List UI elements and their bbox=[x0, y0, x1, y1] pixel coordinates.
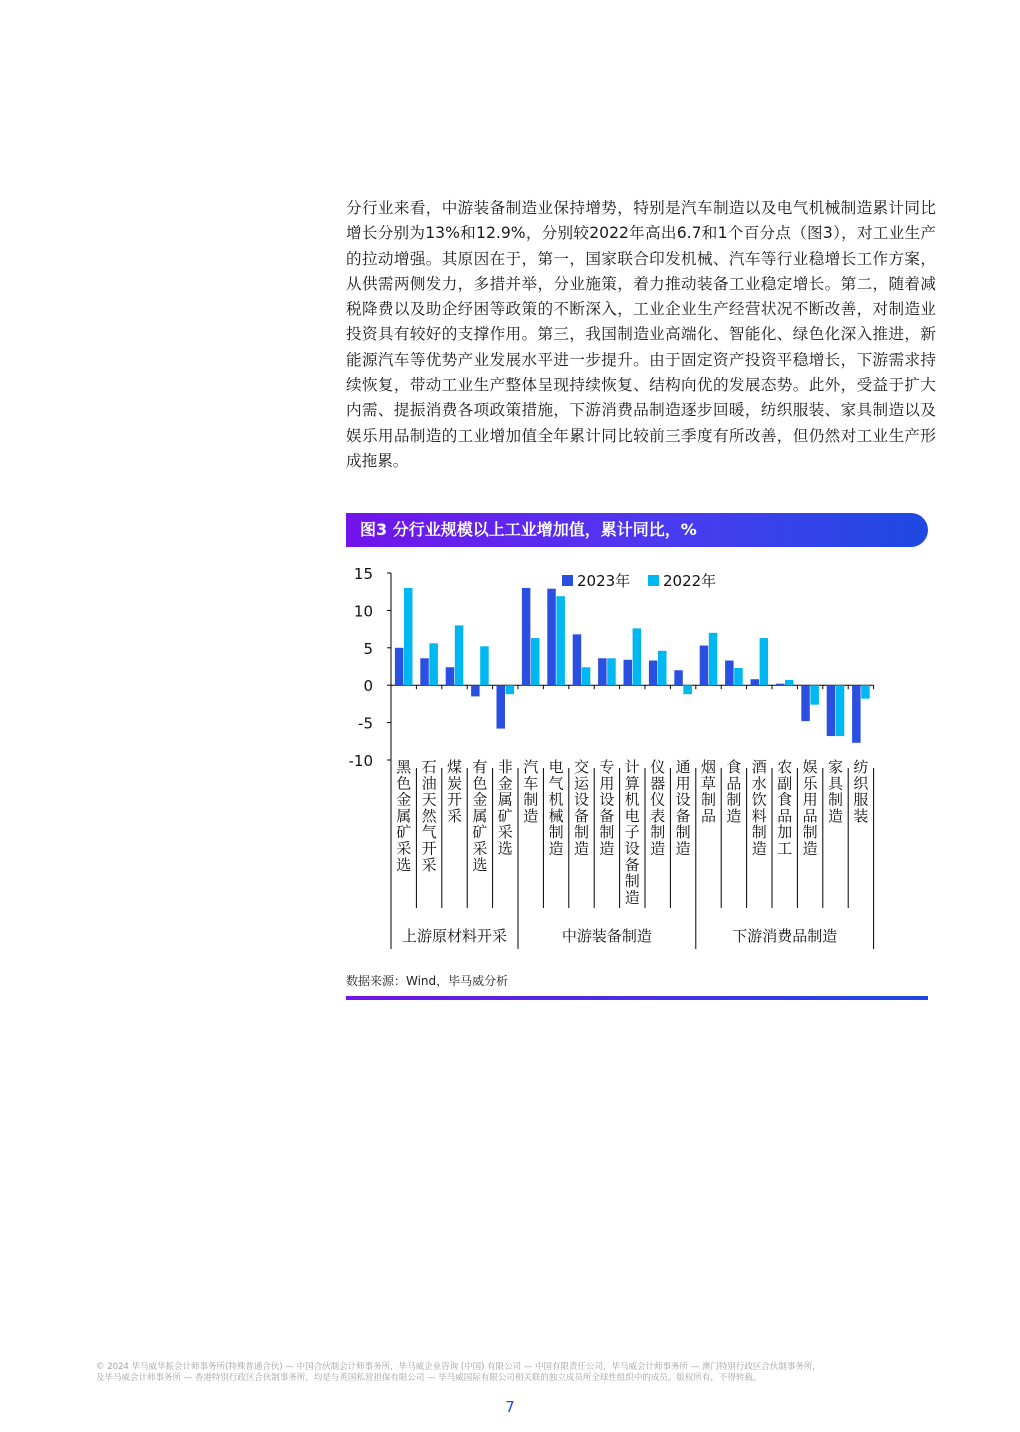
legend-label: 2023年 bbox=[577, 572, 631, 590]
bar bbox=[420, 658, 429, 685]
bar bbox=[861, 685, 870, 698]
figure-divider bbox=[346, 996, 928, 1000]
bar bbox=[836, 685, 845, 736]
page-number: 7 bbox=[505, 1398, 515, 1416]
body-paragraph: 分行业来看，中游装备制造业保持增势，特别是汽车制造以及电气机械制造累计同比增长分别为13%和12.9%，分别较2022年高出6.7和1个百分点（图3），对工业生产的拉动增强。其原因在于，第一，国家联合印发机械、汽车等行业稳增长工作方案，从供需两侧发力，多措并举，分业施策，着力推动装备工业稳定增长。第二，随着减税降费以及助企纾困等政策的不断深入，工业企业生产经营状况不断改善，对制造业投资具有较好的支撑作用。第三，我国制造业高端化、智能化、绿色化深入推进，新能源汽车等优势产业发展水平进一步提升。由于固定资产投资平稳增长，下游需求持续恢复，带动工业生产整体呈现持续恢复、结构向优的发展态势。此外，受益于扩大内需、提振消费各项政策措施，下游消费品制造逐步回暖，纺织服装、家具制造以及娱乐用品制造的工业增加值全年累计同比较前三季度有所改善，但仍然对工业生产形成拖累。 bbox=[346, 199, 936, 470]
bar bbox=[404, 588, 413, 685]
bar bbox=[531, 638, 540, 685]
footer-line-2: 及毕马威会计师事务所 — 香港特别行政区合伙制事务所，均是与英国私营担保有限公司 — 毕马威国际有限公司相关联的独立成员所全球性组织中的成员。版权所有，不得转载。 bbox=[96, 1373, 762, 1383]
bar bbox=[506, 685, 514, 694]
footer-disclaimer bbox=[96, 1362, 936, 1384]
bar bbox=[683, 685, 692, 694]
category-label: 娱乐用品制造 bbox=[802, 758, 818, 858]
category-label: 烟草制品 bbox=[700, 758, 717, 825]
bar bbox=[556, 596, 565, 685]
category-label: 家具制造 bbox=[827, 758, 844, 825]
category-label: 食品制造 bbox=[726, 758, 742, 825]
figure-title-banner: 图3 分行业规模以上工业增加值，累计同比，% bbox=[346, 513, 928, 547]
y-tick-label: 0 bbox=[363, 677, 373, 696]
bar bbox=[522, 588, 531, 685]
bar bbox=[649, 661, 658, 686]
bar bbox=[827, 685, 836, 736]
bar bbox=[446, 667, 455, 685]
bar bbox=[480, 646, 489, 685]
bar bbox=[776, 684, 785, 685]
bar bbox=[801, 685, 810, 721]
category-label: 有色金属矿采选 bbox=[472, 758, 488, 874]
category-label: 农副食品加工 bbox=[777, 758, 793, 858]
category-label: 计算机电子设备制造 bbox=[624, 758, 640, 907]
y-tick-label: -5 bbox=[358, 714, 373, 733]
bar bbox=[598, 658, 607, 685]
bar bbox=[810, 685, 819, 704]
category-label: 通用设备制造 bbox=[675, 758, 691, 858]
category-label: 纺织服装 bbox=[853, 758, 869, 825]
category-label: 石油天然气开采 bbox=[421, 758, 437, 874]
y-tick-label: 5 bbox=[363, 639, 373, 658]
category-label: 电气机械制造 bbox=[548, 758, 564, 858]
category-label: 汽车制造 bbox=[523, 758, 539, 825]
legend-swatch bbox=[648, 575, 659, 586]
bar bbox=[633, 628, 642, 685]
category-label: 黑色金属矿采选 bbox=[396, 758, 412, 874]
category-label: 煤炭开采 bbox=[446, 758, 463, 825]
y-tick-label: 15 bbox=[353, 565, 373, 583]
bar bbox=[785, 680, 794, 685]
bar bbox=[700, 646, 709, 686]
bar bbox=[674, 670, 683, 685]
bar bbox=[624, 660, 633, 685]
legend-label: 2022年 bbox=[663, 572, 717, 590]
bar bbox=[607, 658, 616, 685]
group-label: 上游原材料开采 bbox=[401, 927, 508, 945]
bar bbox=[751, 679, 760, 685]
footer-line-1: © 2024 毕马威华振会计师事务所(特殊普通合伙) — 中国合伙制会计师事务所，毕马威企业咨询 (中国) 有限公司 — 中国有限责任公司，毕马威会计师事务所 — 澳门特别行政区合伙制事务所， bbox=[96, 1362, 821, 1372]
bar bbox=[573, 634, 582, 685]
category-label: 酒水饮料制造 bbox=[751, 758, 767, 858]
bar bbox=[471, 685, 480, 696]
group-label: 下游消费品制造 bbox=[732, 927, 838, 945]
bar bbox=[455, 625, 464, 685]
bar bbox=[429, 643, 438, 685]
bar bbox=[725, 661, 734, 686]
y-tick-label: 10 bbox=[353, 602, 373, 621]
bar-chart bbox=[340, 556, 900, 958]
y-tick-label: -10 bbox=[348, 752, 373, 770]
bar bbox=[852, 685, 861, 743]
bar bbox=[709, 633, 718, 685]
bar bbox=[547, 589, 556, 685]
bar bbox=[497, 685, 506, 728]
category-label: 仪器仪表制造 bbox=[650, 758, 666, 858]
bar bbox=[658, 651, 667, 685]
bar bbox=[395, 648, 404, 685]
group-label: 中游装备制造 bbox=[561, 927, 652, 945]
category-label: 非金属矿采选 bbox=[497, 758, 513, 858]
bar bbox=[734, 668, 743, 685]
legend-swatch bbox=[562, 575, 573, 586]
bar bbox=[760, 638, 769, 685]
bar bbox=[582, 667, 591, 685]
category-label: 交运设备制造 bbox=[573, 758, 590, 858]
category-label: 专用设备制造 bbox=[599, 758, 615, 858]
figure-source: 数据来源：Wind，毕马威分析 bbox=[346, 974, 509, 988]
